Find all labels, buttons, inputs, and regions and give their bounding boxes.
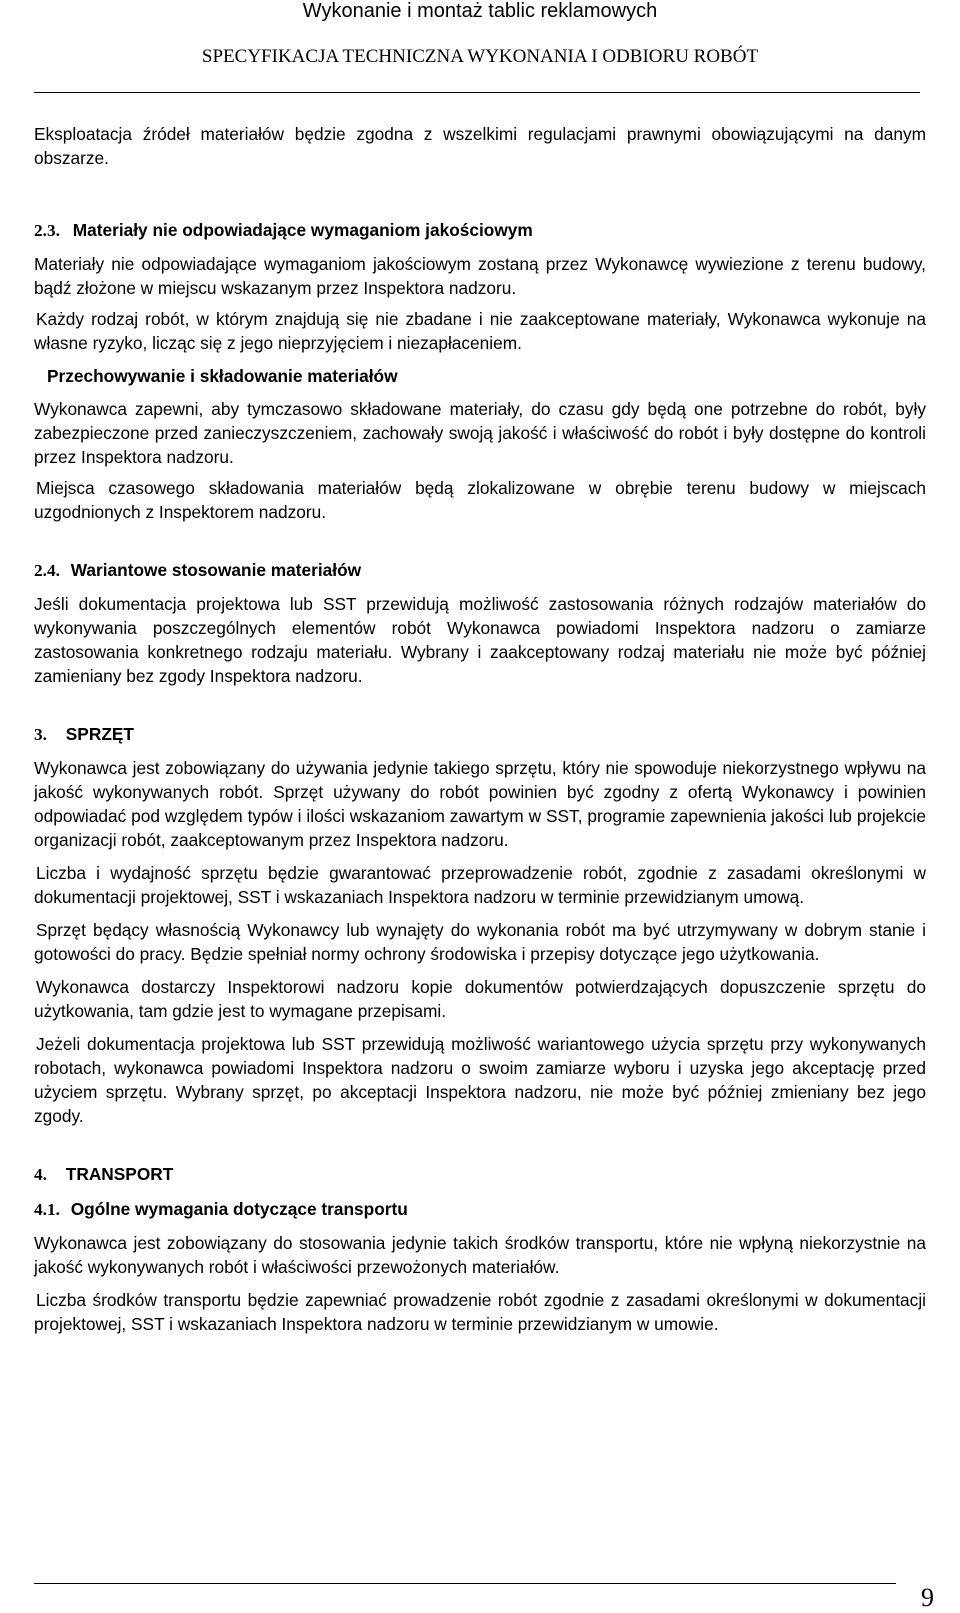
header-title: Wykonanie i montaż tablic reklamowych <box>302 0 658 22</box>
paragraph: Wykonawca jest zobowiązany do używania jedynie takiego sprzętu, który nie spowoduje niekorzystnego wpływu na jakość wykonywanych robót. Sprzęt używany do robót powinien być zgodny z ofertą Wykonawcy i powinien odpowiadać pod względem typów i ilości wskazaniom zawartym w SST, programie zapewnienia jakości lub projekcie organizacji robót, zaakceptowanym przez Inspektora nadzoru. <box>34 758 926 850</box>
section-title: Wariantowe stosowanie materiałów <box>70 560 362 580</box>
document-body <box>34 122 926 1336</box>
paragraph: Wykonawca dostarczy Inspektorowi nadzoru kopie dokumentów potwierdzających dopuszczenie sprzętu do użytkowania, tam gdzie jest to wymagane przepisami. <box>34 977 926 1021</box>
paragraph: Każdy rodzaj robót, w którym znajdują się nie zbadane i nie zaakceptowane materiały, Wykonawca wykonuje na własne ryzyko, licząc się z jego nieprzyjęciem i niezapłaceniem. <box>34 309 926 353</box>
header-subtitle: SPECYFIKACJA TECHNICZNA WYKONANIA I ODBIORU ROBÓT <box>201 46 759 67</box>
intro-paragraph: Eksploatacja źródeł materiałów będzie zgodna z wszelkimi regulacjami prawnymi obowiązującymi na danym obszarze. <box>34 124 926 168</box>
paragraph: Materiały nie odpowiadające wymaganiom jakościowym zostaną przez Wykonawcę wywiezione z terenu budowy, bądź złożone w miejscu wskazanym przez Inspektora nadzoru. <box>34 254 926 298</box>
paragraph: Wykonawca zapewni, aby tymczasowo składowane materiały, do czasu gdy będą one potrzebne do robót, były zabezpieczone przed zanieczyszczeniem, zachowały swoją jakość i właściwość do robót i były dostępne do kontroli przez Inspektora nadzoru. <box>34 399 926 467</box>
section-number: 3. <box>34 725 47 744</box>
paragraph: Miejsca czasowego składowania materiałów będą zlokalizowane w obrębie terenu budowy w miejscach uzgodnionych z Inspektorem nadzoru. <box>34 478 926 522</box>
header-rule <box>34 92 920 93</box>
paragraph: Jeżeli dokumentacja projektowa lub SST przewidują możliwość wariantowego użycia sprzętu przy wykonywanych robotach, wykonawca powiadomi Inspektora nadzoru o swoim zamiarze wyboru i uzyska jego akceptację przed użyciem sprzętu. Wybrany sprzęt, po akceptacji Inspektora nadzoru, nie może być później zmieniany bez jego zgody. <box>34 1034 926 1126</box>
section-number: 4. <box>34 1165 47 1184</box>
section-3-heading <box>34 722 926 747</box>
footer-rule <box>34 1583 896 1584</box>
section-2-4-heading <box>34 558 926 583</box>
section-number: 2.4. <box>34 561 60 580</box>
section-4-heading <box>34 1162 926 1187</box>
paragraph: Jeśli dokumentacja projektowa lub SST przewidują możliwość zastosowania różnych rodzajów materiałów do wykonywania poszczególnych elementów robót Wykonawca powiadomi Inspektora nadzoru o zamiarze zastosowania konkretnego rodzaju materiału. Wybrany i zaakceptowany rodzaj materiału nie może być później zamieniany bez zgody Inspektora nadzoru. <box>34 594 926 686</box>
section-4-1-heading <box>34 1197 926 1222</box>
paragraph: Liczba i wydajność sprzętu będzie gwarantować przeprowadzenie robót, zgodnie z zasadami określonymi w dokumentacji projektowej, SST i wskazaniach Inspektora nadzoru w terminie przewidzianym umową. <box>34 863 926 907</box>
section-title: Materiały nie odpowiadające wymaganiom jakościowym <box>72 220 533 240</box>
paragraph: Sprzęt będący własnością Wykonawcy lub wynajęty do wykonania robót ma być utrzymywany w dobrym stanie i gotowości do pracy. Będzie spełniał normy ochrony środowiska i przepisy dotyczące jego użytkowania. <box>34 920 926 964</box>
paragraph: Wykonawca jest zobowiązany do stosowania jedynie takich środków transportu, które nie wpłyną niekorzystnie na jakość wykonywanych robót i właściwości przewożonych materiałów. <box>34 1233 926 1277</box>
section-number: 2.3. <box>34 221 60 240</box>
section-number: 4.1. <box>34 1200 60 1219</box>
section-title: TRANSPORT <box>65 1164 174 1184</box>
storage-heading: Przechowywanie i składowanie materiałów <box>47 366 398 386</box>
section-title: SPRZĘT <box>65 724 134 744</box>
paragraph: Liczba środków transportu będzie zapewniać prowadzenie robót zgodnie z zasadami określonymi w dokumentacji projektowej, SST i wskazaniach Inspektora nadzoru w terminie przewidzianym w umowie. <box>34 1290 926 1334</box>
page-number: 9 <box>921 1583 934 1612</box>
section-title: Ogólne wymagania dotyczące transportu <box>70 1199 408 1219</box>
section-2-3-heading <box>34 218 926 243</box>
